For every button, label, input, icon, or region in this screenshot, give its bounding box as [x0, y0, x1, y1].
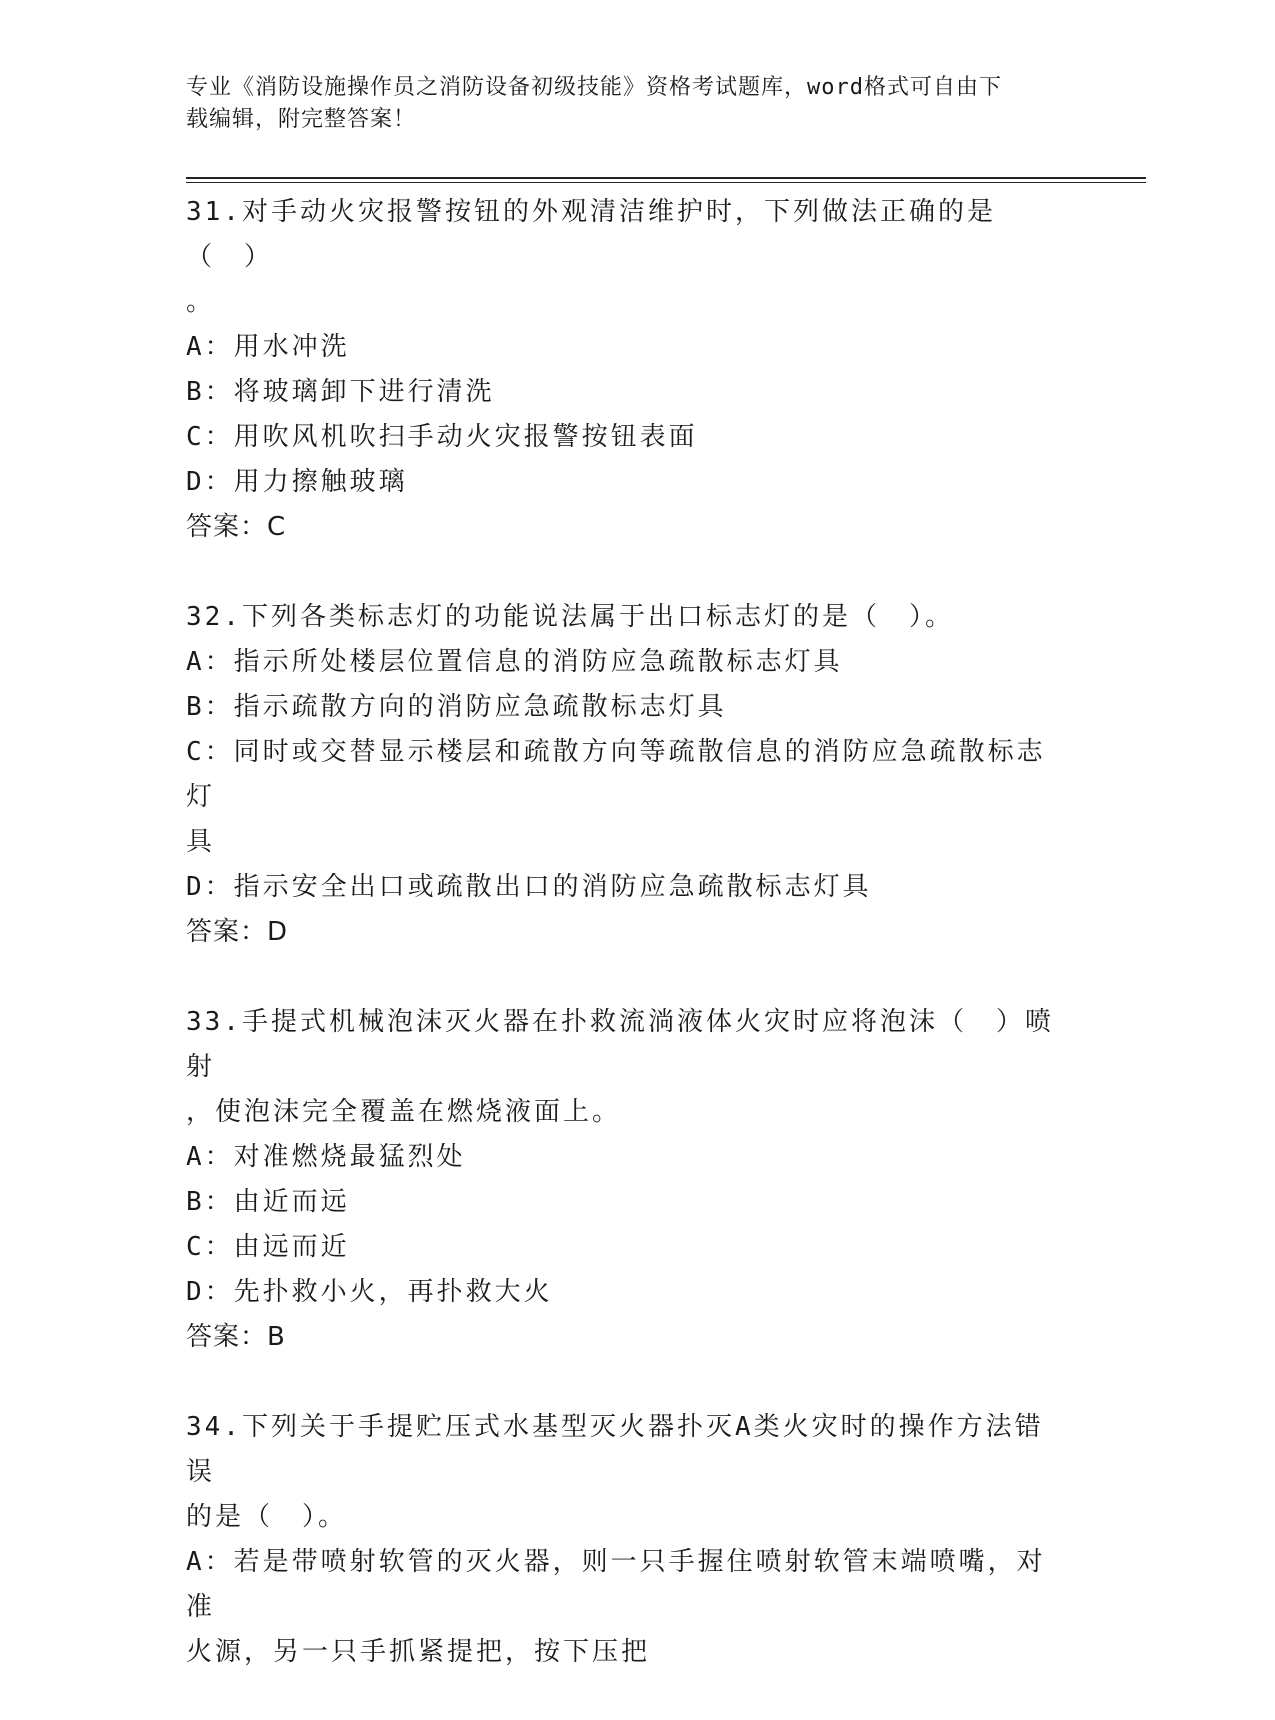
question-stem-continued: 的是（ ）。 [186, 1502, 348, 1532]
option-c: C：由远而近 [186, 1232, 350, 1262]
option-d: D：用力擦触玻璃 [186, 467, 408, 497]
option-d: D：先扑救小火，再扑救大火 [186, 1277, 553, 1307]
header-rule-thick [186, 177, 1146, 179]
option-c-continued: 具 [186, 827, 216, 857]
option-c: C：同时或交替显示楼层和疏散方向等疏散信息的消防应急疏散标志灯 [186, 737, 1046, 812]
question-stem-continued: 。 [186, 287, 216, 317]
question-list [186, 190, 1066, 1720]
question-32 [186, 595, 1066, 955]
option-b: B：由近而远 [186, 1187, 350, 1217]
question-34 [186, 1405, 1066, 1675]
question-stem: 33.手提式机械泡沫灭火器在扑救流淌液体火灾时应将泡沫（ ）喷射 [186, 1007, 1054, 1082]
option-d: D：指示安全出口或疏散出口的消防应急疏散标志灯具 [186, 872, 872, 902]
option-b: B：将玻璃卸下进行清洗 [186, 377, 495, 407]
question-stem: 32.下列各类标志灯的功能说法属于出口标志灯的是（ ）。 [186, 602, 954, 632]
question-stem: 34.下列关于手提贮压式水基型灭火器扑灭A类火灾时的操作方法错误 [186, 1412, 1044, 1487]
document-header [186, 72, 1066, 136]
option-a-continued: 火源，另一只手抓紧提把，按下压把 [186, 1637, 651, 1667]
option-a: A：指示所处楼层位置信息的消防应急疏散标志灯具 [186, 647, 843, 677]
option-a: A：对准燃烧最猛烈处 [186, 1142, 466, 1172]
option-a: A：用水冲洗 [186, 332, 350, 362]
option-b: B：指示疏散方向的消防应急疏散标志灯具 [186, 692, 727, 722]
header-rule-thin [186, 182, 1146, 183]
header-line-2: 载编辑，附完整答案！ [186, 107, 417, 132]
option-c: C：用吹风机吹扫手动火灾报警按钮表面 [186, 422, 698, 452]
question-stem-continued: ，使泡沫完全覆盖在燃烧液面上。 [186, 1097, 622, 1127]
question-stem: 31.对手动火灾报警按钮的外观清洁维护时，下列做法正确的是（ ） [186, 197, 996, 272]
answer-line: 答案：C [186, 512, 287, 542]
question-33 [186, 1000, 1066, 1360]
answer-line: 答案：B [186, 1322, 286, 1352]
option-a: A：若是带喷射软管的灭火器，则一只手握住喷射软管末端喷嘴，对准 [186, 1547, 1046, 1622]
question-31 [186, 190, 1066, 550]
header-line-1: 专业《消防设施操作员之消防设备初级技能》资格考试题库，word格式可自由下 [186, 75, 1002, 100]
answer-line: 答案：D [186, 917, 289, 947]
